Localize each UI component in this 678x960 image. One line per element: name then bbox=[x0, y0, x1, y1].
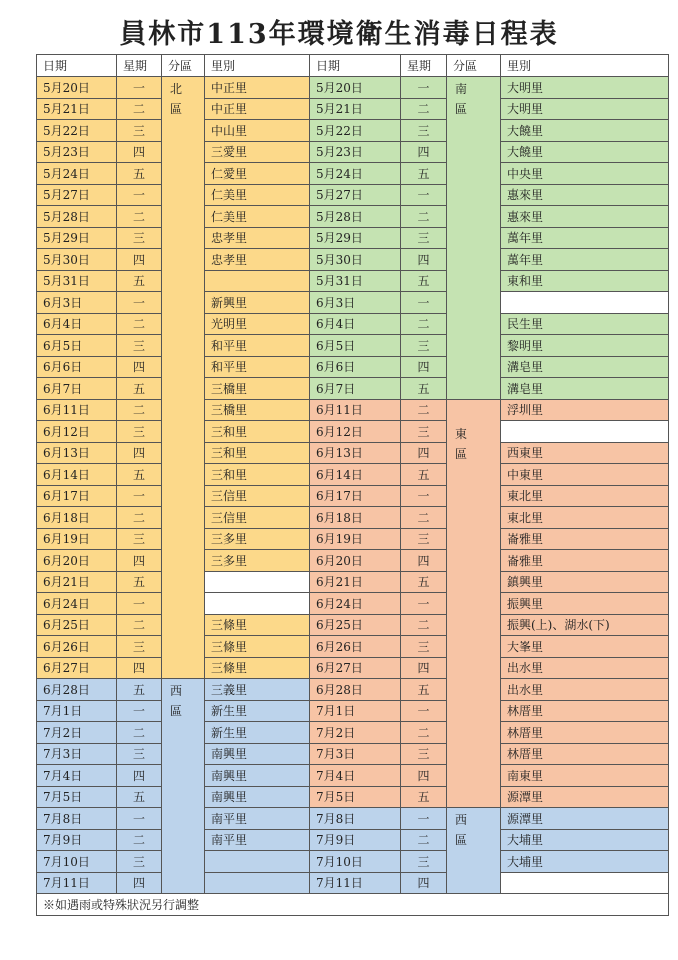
right-date-cell: 6月21日 bbox=[310, 571, 401, 593]
right-village-cell: 惠來里 bbox=[501, 184, 669, 206]
right-weekday-cell: 二 bbox=[401, 313, 447, 335]
right-village-cell: 林厝里 bbox=[501, 743, 669, 765]
left-village-cell bbox=[205, 872, 310, 894]
right-weekday-cell: 二 bbox=[401, 829, 447, 851]
table-row bbox=[37, 829, 669, 851]
right-weekday-cell: 五 bbox=[401, 786, 447, 808]
left-weekday-cell: 三 bbox=[117, 335, 162, 357]
right-village-cell: 東北里 bbox=[501, 507, 669, 529]
right-weekday-cell: 四 bbox=[401, 141, 447, 163]
right-village-cell: 林厝里 bbox=[501, 700, 669, 722]
left-weekday-cell: 四 bbox=[117, 550, 162, 572]
left-village-cell: 三和里 bbox=[205, 421, 310, 443]
right-date-cell: 6月3日 bbox=[310, 292, 401, 314]
right-weekday-cell: 四 bbox=[401, 765, 447, 787]
right-weekday-cell: 五 bbox=[401, 378, 447, 400]
right-date-cell: 6月4日 bbox=[310, 313, 401, 335]
right-village-cell: 東北里 bbox=[501, 485, 669, 507]
right-weekday-cell: 二 bbox=[401, 98, 447, 120]
district-label-char: 區 bbox=[455, 446, 468, 461]
left-village-cell: 南平里 bbox=[205, 829, 310, 851]
left-date-cell: 6月12日 bbox=[37, 421, 117, 443]
left-weekday-cell: 一 bbox=[117, 485, 162, 507]
left-weekday-cell: 三 bbox=[117, 120, 162, 142]
left-village-cell: 三多里 bbox=[205, 528, 310, 550]
right-weekday-cell: 四 bbox=[401, 872, 447, 894]
right-weekday-cell: 五 bbox=[401, 163, 447, 185]
left-weekday-cell: 四 bbox=[117, 872, 162, 894]
table-row bbox=[37, 292, 669, 314]
right-date-cell: 5月21日 bbox=[310, 98, 401, 120]
right-village-cell: 浮圳里 bbox=[501, 399, 669, 421]
left-date-cell: 5月27日 bbox=[37, 184, 117, 206]
table-row bbox=[37, 270, 669, 292]
table-row bbox=[37, 593, 669, 615]
right-village-cell: 萬年里 bbox=[501, 249, 669, 271]
header-weekday-right: 星期 bbox=[401, 55, 447, 77]
left-date-cell: 7月4日 bbox=[37, 765, 117, 787]
table-row bbox=[37, 636, 669, 658]
right-date-cell: 6月24日 bbox=[310, 593, 401, 615]
right-district-cell bbox=[447, 399, 501, 808]
left-weekday-cell: 三 bbox=[117, 636, 162, 658]
table-row bbox=[37, 141, 669, 163]
header-date-left: 日期 bbox=[37, 55, 117, 77]
left-date-cell: 5月24日 bbox=[37, 163, 117, 185]
right-date-cell: 5月22日 bbox=[310, 120, 401, 142]
left-weekday-cell: 二 bbox=[117, 313, 162, 335]
right-village-cell: 南東里 bbox=[501, 765, 669, 787]
right-village-cell: 大明里 bbox=[501, 98, 669, 120]
left-date-cell: 5月20日 bbox=[37, 77, 117, 99]
left-date-cell: 5月28日 bbox=[37, 206, 117, 228]
left-village-cell: 三多里 bbox=[205, 550, 310, 572]
right-date-cell: 7月3日 bbox=[310, 743, 401, 765]
right-weekday-cell: 三 bbox=[401, 227, 447, 249]
right-date-cell: 6月14日 bbox=[310, 464, 401, 486]
right-weekday-cell: 二 bbox=[401, 206, 447, 228]
page-title: 員林市113年環境衛生消毒日程表 bbox=[119, 19, 559, 50]
right-weekday-cell: 三 bbox=[401, 120, 447, 142]
schedule-table bbox=[36, 54, 669, 916]
right-date-cell: 6月12日 bbox=[310, 421, 401, 443]
right-weekday-cell: 五 bbox=[401, 571, 447, 593]
table-row bbox=[37, 614, 669, 636]
right-date-cell: 7月8日 bbox=[310, 808, 401, 830]
right-date-cell: 7月1日 bbox=[310, 700, 401, 722]
right-date-cell: 7月9日 bbox=[310, 829, 401, 851]
left-weekday-cell: 五 bbox=[117, 464, 162, 486]
right-date-cell: 7月2日 bbox=[310, 722, 401, 744]
left-weekday-cell: 二 bbox=[117, 614, 162, 636]
right-weekday-cell: 一 bbox=[401, 184, 447, 206]
left-weekday-cell: 一 bbox=[117, 77, 162, 99]
right-date-cell: 6月18日 bbox=[310, 507, 401, 529]
left-date-cell: 6月13日 bbox=[37, 442, 117, 464]
right-weekday-cell: 四 bbox=[401, 442, 447, 464]
table-row bbox=[37, 765, 669, 787]
left-village-cell: 仁愛里 bbox=[205, 163, 310, 185]
left-date-cell: 6月19日 bbox=[37, 528, 117, 550]
left-weekday-cell: 三 bbox=[117, 227, 162, 249]
right-weekday-cell: 二 bbox=[401, 507, 447, 529]
left-date-cell: 7月11日 bbox=[37, 872, 117, 894]
left-weekday-cell: 二 bbox=[117, 98, 162, 120]
left-weekday-cell: 四 bbox=[117, 356, 162, 378]
left-village-cell bbox=[205, 593, 310, 615]
header-date-right: 日期 bbox=[310, 55, 401, 77]
table-row bbox=[37, 313, 669, 335]
right-date-cell: 7月4日 bbox=[310, 765, 401, 787]
left-weekday-cell: 二 bbox=[117, 399, 162, 421]
left-date-cell: 6月17日 bbox=[37, 485, 117, 507]
right-date-cell: 5月24日 bbox=[310, 163, 401, 185]
right-village-cell: 出水里 bbox=[501, 657, 669, 679]
right-village-cell: 振興里 bbox=[501, 593, 669, 615]
right-weekday-cell: 二 bbox=[401, 614, 447, 636]
header-weekday-left: 星期 bbox=[117, 55, 162, 77]
left-date-cell: 5月21日 bbox=[37, 98, 117, 120]
header-village-right: 里別 bbox=[501, 55, 669, 77]
right-village-cell: 大明里 bbox=[501, 77, 669, 99]
left-date-cell: 5月23日 bbox=[37, 141, 117, 163]
table-row bbox=[37, 808, 669, 830]
right-village-cell: 民生里 bbox=[501, 313, 669, 335]
right-date-cell: 6月25日 bbox=[310, 614, 401, 636]
right-village-cell: 林厝里 bbox=[501, 722, 669, 744]
left-date-cell: 6月21日 bbox=[37, 571, 117, 593]
left-date-cell: 5月29日 bbox=[37, 227, 117, 249]
left-village-cell: 新生里 bbox=[205, 700, 310, 722]
schedule-body bbox=[37, 77, 669, 894]
left-weekday-cell: 三 bbox=[117, 743, 162, 765]
right-date-cell: 6月27日 bbox=[310, 657, 401, 679]
right-date-cell: 5月30日 bbox=[310, 249, 401, 271]
district-label-char: 東 bbox=[455, 426, 468, 441]
table-row bbox=[37, 227, 669, 249]
left-date-cell: 6月25日 bbox=[37, 614, 117, 636]
table-row bbox=[37, 163, 669, 185]
left-weekday-cell: 一 bbox=[117, 184, 162, 206]
note-row bbox=[37, 894, 669, 916]
right-village-cell: 鎮興里 bbox=[501, 571, 669, 593]
left-village-cell: 三和里 bbox=[205, 464, 310, 486]
left-village-cell: 仁美里 bbox=[205, 206, 310, 228]
table-row bbox=[37, 722, 669, 744]
left-weekday-cell: 五 bbox=[117, 679, 162, 701]
table-row bbox=[37, 184, 669, 206]
right-weekday-cell: 五 bbox=[401, 464, 447, 486]
left-village-cell: 光明里 bbox=[205, 313, 310, 335]
right-date-cell: 5月23日 bbox=[310, 141, 401, 163]
right-date-cell: 5月31日 bbox=[310, 270, 401, 292]
table-row bbox=[37, 679, 669, 701]
left-village-cell: 三和里 bbox=[205, 442, 310, 464]
left-date-cell: 6月4日 bbox=[37, 313, 117, 335]
right-district-cell bbox=[447, 77, 501, 400]
left-date-cell: 6月24日 bbox=[37, 593, 117, 615]
table-row bbox=[37, 700, 669, 722]
right-date-cell: 5月20日 bbox=[310, 77, 401, 99]
right-date-cell: 6月6日 bbox=[310, 356, 401, 378]
left-date-cell: 6月11日 bbox=[37, 399, 117, 421]
left-weekday-cell: 一 bbox=[117, 808, 162, 830]
right-village-cell: 黎明里 bbox=[501, 335, 669, 357]
left-village-cell bbox=[205, 851, 310, 873]
left-village-cell: 三信里 bbox=[205, 507, 310, 529]
right-date-cell: 5月29日 bbox=[310, 227, 401, 249]
left-weekday-cell: 三 bbox=[117, 528, 162, 550]
right-weekday-cell: 三 bbox=[401, 851, 447, 873]
left-date-cell: 6月18日 bbox=[37, 507, 117, 529]
left-date-cell: 6月28日 bbox=[37, 679, 117, 701]
right-date-cell: 6月5日 bbox=[310, 335, 401, 357]
left-village-cell: 中正里 bbox=[205, 98, 310, 120]
left-date-cell: 5月22日 bbox=[37, 120, 117, 142]
right-village-cell: 崙雅里 bbox=[501, 550, 669, 572]
header-row bbox=[37, 55, 669, 77]
district-label-char: 西 bbox=[170, 684, 183, 698]
table-row bbox=[37, 335, 669, 357]
left-village-cell: 中正里 bbox=[205, 77, 310, 99]
left-village-cell: 三橋里 bbox=[205, 378, 310, 400]
left-district-cell bbox=[162, 679, 205, 894]
right-date-cell: 7月11日 bbox=[310, 872, 401, 894]
left-date-cell: 7月3日 bbox=[37, 743, 117, 765]
table-row bbox=[37, 356, 669, 378]
left-weekday-cell: 五 bbox=[117, 163, 162, 185]
table-row bbox=[37, 206, 669, 228]
left-village-cell: 三條里 bbox=[205, 614, 310, 636]
district-label-char: 北 bbox=[170, 82, 183, 96]
right-village-cell: 大峯里 bbox=[501, 636, 669, 658]
right-date-cell: 6月7日 bbox=[310, 378, 401, 400]
left-weekday-cell: 二 bbox=[117, 829, 162, 851]
left-village-cell: 三橋里 bbox=[205, 399, 310, 421]
table-row bbox=[37, 77, 669, 99]
left-date-cell: 6月6日 bbox=[37, 356, 117, 378]
right-weekday-cell: 一 bbox=[401, 292, 447, 314]
left-village-cell: 三條里 bbox=[205, 657, 310, 679]
right-village-cell: 出水里 bbox=[501, 679, 669, 701]
table-row bbox=[37, 872, 669, 894]
right-date-cell: 5月27日 bbox=[310, 184, 401, 206]
district-label-char: 區 bbox=[455, 833, 468, 847]
right-district-cell bbox=[447, 808, 501, 894]
left-weekday-cell: 三 bbox=[117, 851, 162, 873]
left-weekday-cell: 四 bbox=[117, 249, 162, 271]
left-date-cell: 6月3日 bbox=[37, 292, 117, 314]
table-row bbox=[37, 120, 669, 142]
left-village-cell: 新興里 bbox=[205, 292, 310, 314]
left-weekday-cell: 一 bbox=[117, 700, 162, 722]
right-village-cell: 源潭里 bbox=[501, 786, 669, 808]
right-weekday-cell: 四 bbox=[401, 657, 447, 679]
right-date-cell: 6月11日 bbox=[310, 399, 401, 421]
header-district-right: 分區 bbox=[447, 55, 501, 77]
right-village-cell: 中央里 bbox=[501, 163, 669, 185]
left-weekday-cell: 四 bbox=[117, 657, 162, 679]
right-weekday-cell: 四 bbox=[401, 356, 447, 378]
district-label-char: 南 bbox=[455, 82, 468, 96]
right-village-cell: 西東里 bbox=[501, 442, 669, 464]
right-date-cell: 6月28日 bbox=[310, 679, 401, 701]
right-weekday-cell: 一 bbox=[401, 593, 447, 615]
right-weekday-cell: 三 bbox=[401, 528, 447, 550]
right-weekday-cell: 四 bbox=[401, 550, 447, 572]
table-row bbox=[37, 786, 669, 808]
left-weekday-cell: 一 bbox=[117, 593, 162, 615]
table-row bbox=[37, 550, 669, 572]
table-row bbox=[37, 571, 669, 593]
district-label-char: 區 bbox=[455, 102, 468, 116]
right-village-cell: 大饒里 bbox=[501, 120, 669, 142]
left-village-cell: 忠孝里 bbox=[205, 249, 310, 271]
table-row bbox=[37, 743, 669, 765]
left-village-cell: 三條里 bbox=[205, 636, 310, 658]
table-row bbox=[37, 399, 669, 421]
left-weekday-cell: 五 bbox=[117, 270, 162, 292]
left-village-cell: 仁美里 bbox=[205, 184, 310, 206]
left-village-cell: 南興里 bbox=[205, 786, 310, 808]
table-row bbox=[37, 249, 669, 271]
right-village-cell bbox=[501, 872, 669, 894]
right-village-cell: 大饒里 bbox=[501, 141, 669, 163]
right-village-cell: 溝皂里 bbox=[501, 356, 669, 378]
right-date-cell: 6月13日 bbox=[310, 442, 401, 464]
left-date-cell: 7月10日 bbox=[37, 851, 117, 873]
right-village-cell: 大埔里 bbox=[501, 851, 669, 873]
right-weekday-cell: 二 bbox=[401, 399, 447, 421]
left-village-cell: 忠孝里 bbox=[205, 227, 310, 249]
left-weekday-cell: 五 bbox=[117, 786, 162, 808]
left-date-cell: 5月30日 bbox=[37, 249, 117, 271]
right-date-cell: 6月26日 bbox=[310, 636, 401, 658]
district-label-char: 區 bbox=[170, 704, 183, 718]
district-label-char: 西 bbox=[455, 813, 468, 827]
left-village-cell: 新生里 bbox=[205, 722, 310, 744]
table-row bbox=[37, 657, 669, 679]
left-weekday-cell: 二 bbox=[117, 206, 162, 228]
right-village-cell: 惠來里 bbox=[501, 206, 669, 228]
header-district-left: 分區 bbox=[162, 55, 205, 77]
left-date-cell: 7月5日 bbox=[37, 786, 117, 808]
left-date-cell: 6月27日 bbox=[37, 657, 117, 679]
left-date-cell: 7月2日 bbox=[37, 722, 117, 744]
header-village-left: 里別 bbox=[205, 55, 310, 77]
right-weekday-cell: 五 bbox=[401, 679, 447, 701]
left-village-cell: 中山里 bbox=[205, 120, 310, 142]
right-weekday-cell: 四 bbox=[401, 249, 447, 271]
table-row bbox=[37, 507, 669, 529]
right-date-cell: 5月28日 bbox=[310, 206, 401, 228]
left-weekday-cell: 二 bbox=[117, 507, 162, 529]
left-village-cell: 和平里 bbox=[205, 335, 310, 357]
left-date-cell: 7月9日 bbox=[37, 829, 117, 851]
right-weekday-cell: 五 bbox=[401, 270, 447, 292]
right-village-cell bbox=[501, 421, 669, 443]
left-weekday-cell: 三 bbox=[117, 421, 162, 443]
right-weekday-cell: 一 bbox=[401, 700, 447, 722]
left-weekday-cell: 四 bbox=[117, 141, 162, 163]
right-village-cell: 溝皂里 bbox=[501, 378, 669, 400]
right-date-cell: 6月20日 bbox=[310, 550, 401, 572]
table-row bbox=[37, 851, 669, 873]
table-row bbox=[37, 442, 669, 464]
table-row bbox=[37, 421, 669, 443]
left-weekday-cell: 四 bbox=[117, 765, 162, 787]
left-weekday-cell: 一 bbox=[117, 292, 162, 314]
right-village-cell bbox=[501, 292, 669, 314]
right-date-cell: 7月5日 bbox=[310, 786, 401, 808]
table-row bbox=[37, 98, 669, 120]
left-weekday-cell: 五 bbox=[117, 378, 162, 400]
right-village-cell: 源潭里 bbox=[501, 808, 669, 830]
left-district-cell bbox=[162, 77, 205, 679]
right-village-cell: 萬年里 bbox=[501, 227, 669, 249]
left-date-cell: 7月8日 bbox=[37, 808, 117, 830]
left-weekday-cell: 四 bbox=[117, 442, 162, 464]
left-village-cell: 南興里 bbox=[205, 765, 310, 787]
left-village-cell: 三愛里 bbox=[205, 141, 310, 163]
right-weekday-cell: 二 bbox=[401, 722, 447, 744]
right-village-cell: 大埔里 bbox=[501, 829, 669, 851]
right-village-cell: 東和里 bbox=[501, 270, 669, 292]
left-village-cell: 三義里 bbox=[205, 679, 310, 701]
right-village-cell: 崙雅里 bbox=[501, 528, 669, 550]
left-date-cell: 6月26日 bbox=[37, 636, 117, 658]
table-row bbox=[37, 528, 669, 550]
right-village-cell: 中東里 bbox=[501, 464, 669, 486]
right-weekday-cell: 三 bbox=[401, 743, 447, 765]
left-village-cell: 南平里 bbox=[205, 808, 310, 830]
table-row bbox=[37, 485, 669, 507]
right-village-cell: 振興(上)、湖水(下) bbox=[501, 614, 669, 636]
right-weekday-cell: 一 bbox=[401, 808, 447, 830]
left-date-cell: 7月1日 bbox=[37, 700, 117, 722]
left-date-cell: 5月31日 bbox=[37, 270, 117, 292]
right-weekday-cell: 三 bbox=[401, 636, 447, 658]
district-label-char: 區 bbox=[170, 102, 183, 116]
right-weekday-cell: 一 bbox=[401, 485, 447, 507]
footnote: ※如遇雨或特殊狀況另行調整 bbox=[37, 894, 669, 916]
left-date-cell: 6月20日 bbox=[37, 550, 117, 572]
right-date-cell: 6月19日 bbox=[310, 528, 401, 550]
table-row bbox=[37, 464, 669, 486]
right-date-cell: 7月10日 bbox=[310, 851, 401, 873]
left-village-cell bbox=[205, 571, 310, 593]
table-row bbox=[37, 378, 669, 400]
left-date-cell: 6月5日 bbox=[37, 335, 117, 357]
left-village-cell bbox=[205, 270, 310, 292]
left-village-cell: 南興里 bbox=[205, 743, 310, 765]
left-weekday-cell: 二 bbox=[117, 722, 162, 744]
left-village-cell: 和平里 bbox=[205, 356, 310, 378]
left-date-cell: 6月14日 bbox=[37, 464, 117, 486]
right-date-cell: 6月17日 bbox=[310, 485, 401, 507]
right-weekday-cell: 一 bbox=[401, 77, 447, 99]
right-weekday-cell: 三 bbox=[401, 421, 447, 443]
left-village-cell: 三信里 bbox=[205, 485, 310, 507]
right-weekday-cell: 三 bbox=[401, 335, 447, 357]
left-weekday-cell: 五 bbox=[117, 571, 162, 593]
left-date-cell: 6月7日 bbox=[37, 378, 117, 400]
